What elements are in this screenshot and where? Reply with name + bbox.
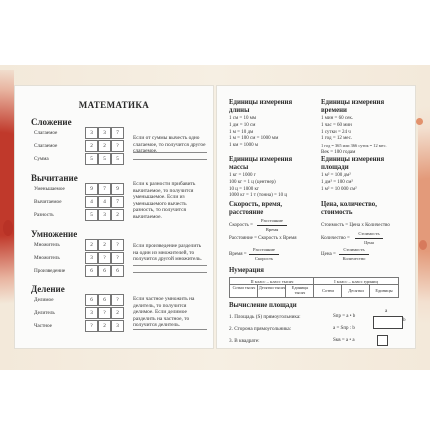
unit-line: 1 м = 10 дм — [229, 129, 254, 135]
rule-note: Если к разности прибавить вычитаемое, то получится уменьшаемое. Если из уменьшаемого вычесть разность, то получится вычитаемое. — [133, 181, 196, 220]
fraction-bar — [249, 254, 279, 255]
table-cell: 2 — [111, 307, 124, 319]
heading-line: массы — [229, 163, 249, 171]
unit-line: 1 год = 365 или 366 суток = 12 мес. — [321, 143, 387, 149]
mass-units-list — [229, 173, 319, 200]
time-formula-numerator: Расстояние — [253, 247, 275, 252]
numbering-column: Сотни тысяч — [229, 284, 259, 298]
unit-line: 1 км = 1000 м — [229, 143, 259, 149]
unit-line: 1 час = 60 мин — [321, 122, 352, 128]
note-line — [133, 159, 207, 160]
row-label: Частное — [34, 323, 52, 329]
row-label: Слагаемое — [34, 130, 58, 136]
note-line — [133, 265, 207, 266]
unit-line: Век = 100 годам — [321, 149, 356, 155]
rule-note: Если частное умножить на делитель, то получится делимое. Если делимое разделить на частное, то получится делитель. — [133, 296, 195, 328]
table-cell: 6 — [85, 294, 98, 306]
square-diagram — [377, 335, 388, 346]
row-label: Произведение — [34, 268, 66, 274]
note-line — [133, 329, 207, 330]
heading-line: Скорость, время, — [229, 201, 283, 208]
side-label-a: a — [385, 309, 388, 314]
table-cell: 2 — [111, 209, 124, 221]
table-cell: 6 — [98, 265, 111, 277]
cover-decoration-dot — [3, 220, 13, 236]
speed-formula-left: Скорость = — [229, 223, 253, 228]
row-label: Множитель — [34, 242, 60, 248]
cost-formula: Стоимость = Цена х Количество — [321, 223, 390, 228]
row-label: Сумма — [34, 156, 49, 162]
row-label: Уменьшаемое — [34, 186, 65, 192]
length-units-list — [229, 116, 317, 150]
square-area-formula: Sкв = a • a — [333, 338, 355, 343]
cost-heading — [321, 201, 377, 216]
length-units-heading — [229, 99, 292, 114]
time-units-list — [321, 116, 413, 157]
unit-line: 1 кг = 1000 г — [229, 173, 256, 178]
unit-line: 1000 кг = 1 т (тонна) = 10 ц — [229, 193, 288, 199]
unit-line: 1 м = 100 см = 1000 мм — [229, 136, 279, 142]
numbering-column: Единицы тысяч — [285, 284, 315, 298]
table-cell: 3 — [85, 307, 98, 319]
table-cell: ? — [85, 320, 98, 332]
heading-line: времени — [321, 106, 347, 114]
row-label: Слагаемое — [34, 143, 58, 149]
quantity-formula-denominator: Цена — [364, 240, 374, 245]
table-cell: 5 — [85, 153, 98, 165]
distance-formula: Расстояние = Скорость х Время — [229, 236, 297, 241]
area-calc-item: 1. Площадь (S) прямоугольника: — [229, 314, 301, 320]
table-cell: 3 — [98, 209, 111, 221]
price-formula-left: Цена = — [321, 252, 336, 257]
table-cell: 7 — [111, 127, 124, 139]
table-cell: 2 — [85, 140, 98, 152]
section-heading-division: Деление — [31, 284, 65, 294]
time-units-heading — [321, 99, 384, 114]
time-formula-denominator: Скорость — [254, 256, 274, 261]
table-cell: ? — [111, 140, 124, 152]
unit-line: 1 дм² = 100 см² — [321, 179, 353, 185]
unit-line: 1 дм = 10 см — [229, 122, 256, 128]
table-cell: 3 — [85, 127, 98, 139]
fraction-bar — [339, 254, 369, 255]
table-cell: 3 — [98, 127, 111, 139]
heading-line: расстояние — [229, 208, 264, 216]
heading-line: Единицы измерения — [229, 99, 293, 106]
table-cell: 2 — [98, 239, 111, 251]
unit-line: 100 кг = 1 ц (центнер) — [229, 179, 276, 185]
units-class-header: I класс – класс единиц — [313, 277, 399, 286]
note-line — [133, 152, 207, 153]
rectangle-area-formula: Sпр = a • b — [333, 314, 356, 319]
table-cell: 9 — [85, 183, 98, 195]
unit-line: 1 м² = 10 000 см² — [321, 186, 357, 192]
table-cell: ? — [111, 252, 124, 264]
table-cell: 2 — [85, 239, 98, 251]
right-page — [217, 86, 415, 348]
speed-formula-numerator: Расстояние — [261, 218, 283, 223]
page-title: МАТЕМАТИКА — [78, 100, 150, 110]
row-label: Множитель — [34, 255, 60, 261]
section-heading-multiplication: Умножение — [31, 229, 78, 239]
note-line — [133, 272, 207, 273]
table-cell: 7 — [111, 196, 124, 208]
unit-line: 1 см = 10 мм — [229, 116, 257, 121]
rule-note: Если произведение разделить на один из множителей, то получится другой множитель. — [133, 243, 202, 262]
heading-line: длины — [229, 106, 250, 114]
table-cell: ? — [111, 239, 124, 251]
unit-line: 10 ц = 1000 кг — [229, 186, 259, 192]
table-cell: ? — [111, 294, 124, 306]
table-cell: 6 — [85, 265, 98, 277]
row-label: Делимое — [34, 297, 54, 303]
fraction-bar — [257, 225, 287, 226]
row-label: Разность — [34, 212, 54, 218]
table-cell: 9 — [111, 183, 124, 195]
numbering-column: Сотни — [313, 284, 343, 298]
table-cell: 7 — [98, 183, 111, 195]
time-formula-left: Время = — [229, 252, 247, 257]
heading-line: Единицы измерения — [321, 99, 385, 106]
table-cell: 2 — [98, 320, 111, 332]
heading-line: Единицы измерения — [229, 156, 293, 163]
unit-line: 1 м² = 100 дм² — [321, 173, 351, 178]
speed-heading — [229, 201, 282, 216]
side-label-b: b — [403, 318, 406, 323]
heading-line: площади — [321, 163, 349, 171]
cover-decoration-right — [418, 70, 430, 360]
numbering-column: Десятки тысяч — [257, 284, 287, 298]
fraction-bar — [355, 238, 383, 239]
area-calc-heading: Вычисление площади — [229, 302, 297, 309]
quantity-formula-numerator: Стоимость — [358, 231, 380, 236]
heading-line: стоимость — [321, 208, 353, 216]
row-label: Делитель — [34, 310, 55, 316]
section-heading-subtraction: Вычитание — [31, 173, 78, 183]
table-cell: 5 — [98, 153, 111, 165]
table-cell: 3 — [85, 252, 98, 264]
heading-line: Цена, количество, — [321, 201, 377, 208]
heading-line: Единицы измерения — [321, 156, 385, 163]
unit-line: 1 сутки = 24 ч — [321, 129, 351, 135]
row-label: Вычитаемое — [34, 199, 62, 205]
table-cell: ? — [98, 307, 111, 319]
area-units-list — [321, 173, 411, 193]
numbering-column: Единицы — [369, 284, 399, 298]
unit-line: 1 год = 12 мес. — [321, 136, 353, 142]
table-cell: 2 — [98, 140, 111, 152]
price-formula-denominator: Количество — [342, 256, 366, 261]
cover-decoration-dot — [419, 240, 427, 250]
table-cell: 5 — [111, 153, 124, 165]
numbering-heading: Нумерация — [229, 267, 264, 274]
rule-note: Если от суммы вычесть одно слагаемое, то получится другое слагаемое. — [133, 135, 206, 154]
table-cell: 4 — [85, 196, 98, 208]
area-calc-item: 3. В квадрате: — [229, 338, 260, 344]
area-calc-item: 2. Сторона прямоугольника: — [229, 326, 292, 332]
table-cell: ? — [98, 252, 111, 264]
table-cell: 5 — [85, 209, 98, 221]
quantity-formula-left: Количество = — [321, 236, 350, 241]
table-cell: 3 — [111, 320, 124, 332]
cover-decoration-dot — [416, 118, 423, 125]
rectangle-diagram — [373, 316, 403, 329]
left-page — [15, 86, 213, 348]
speed-formula-denominator: Время — [265, 227, 279, 232]
thousands-class-header: II класс – класс тысяч — [229, 277, 315, 286]
rectangle-side-formula: a = Sпр : b — [333, 326, 355, 331]
area-units-heading — [321, 156, 384, 171]
table-cell: 4 — [98, 196, 111, 208]
price-formula-numerator: Стоимость — [343, 247, 365, 252]
section-heading-addition: Сложение — [31, 117, 72, 127]
mass-units-heading — [229, 156, 292, 171]
table-cell: 6 — [111, 265, 124, 277]
unit-line: 1 мин = 60 сек. — [321, 116, 354, 121]
numbering-column: Десятки — [341, 284, 371, 298]
table-cell: 6 — [98, 294, 111, 306]
cover-decoration-left — [0, 70, 14, 355]
